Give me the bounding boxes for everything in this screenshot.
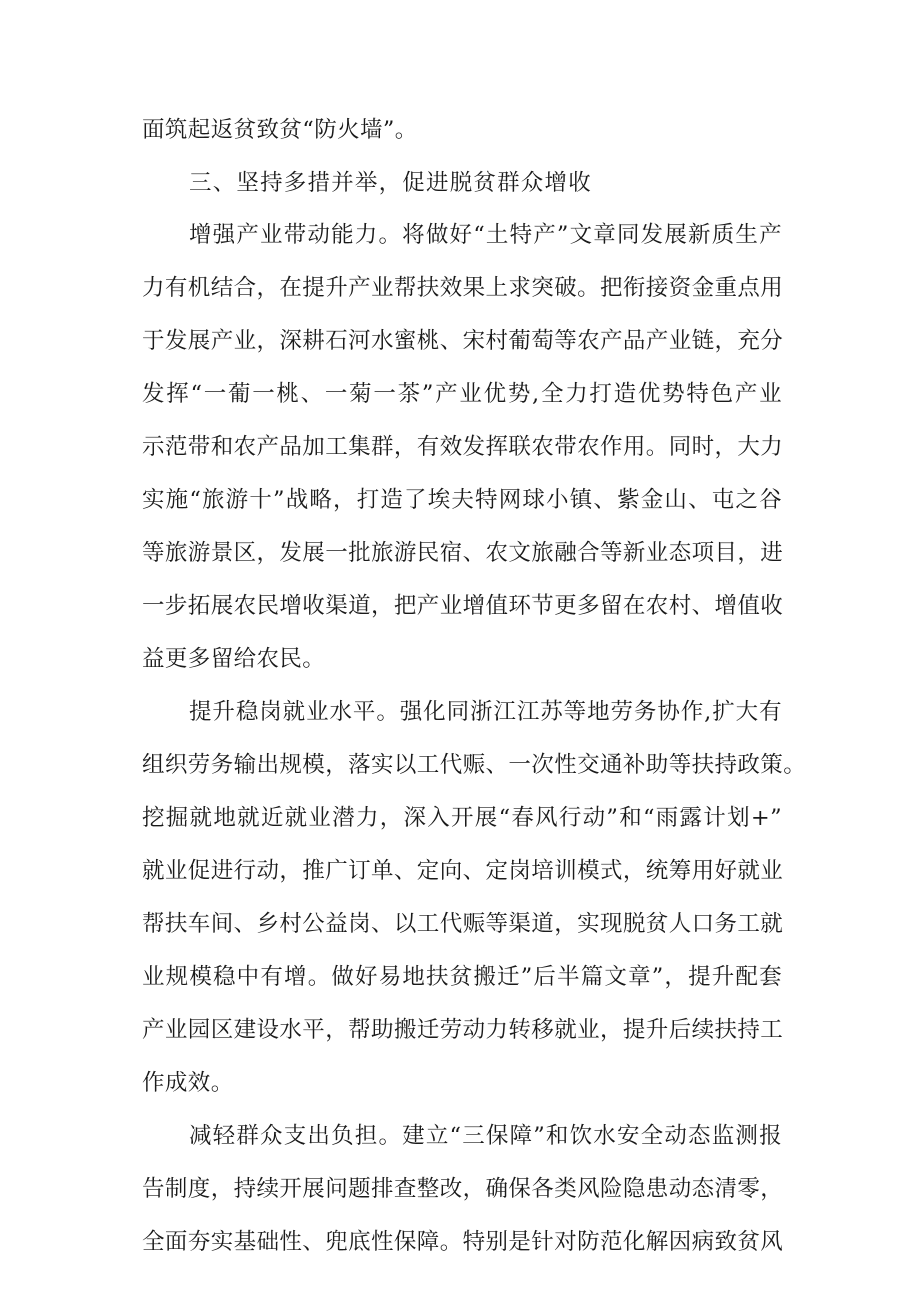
text-line: 业规模稳中有增。做好易地扶贫搬迁”后半篇文章”，提升配套 bbox=[142, 964, 782, 990]
text-line: 作成效。 bbox=[142, 1070, 234, 1096]
text-line: 产业园区建设水平，帮助搬迁劳动力转移就业，提升后续扶持工 bbox=[142, 1017, 784, 1043]
text-line: 发挥“一葡一桃、一菊一茶”产业优势,全力打造优势特色产业 bbox=[142, 381, 782, 407]
text-line: 全面夯实基础性、兜底性保障。特别是针对防范化解因病致贫风 bbox=[142, 1229, 784, 1255]
paragraph-first-line: 减轻群众支出负担。建立“三保障”和饮水安全动态监测报 bbox=[189, 1123, 782, 1149]
text-line: 一步拓展农民增收渠道，把产业增值环节更多留在农村、增值收 bbox=[142, 593, 784, 619]
text-line: 于发展产业，深耕石河水蜜桃、宋村葡萄等农产品产业链，充分 bbox=[142, 328, 784, 354]
paragraph-first-line: 提升稳岗就业水平。强化同浙江江苏等地劳务协作,扩大有 bbox=[189, 699, 782, 725]
text-line: 实施“旅游十”战略，打造了埃夫特网球小镇、紫金山、屯之谷 bbox=[142, 487, 782, 513]
text-line: 告制度，持续开展问题排查整改，确保各类风险隐患动态清零， bbox=[142, 1176, 784, 1202]
text-line: 就业促进行动，推广订单、定向、定岗培训模式，统筹用好就业 bbox=[142, 858, 784, 884]
section-heading: 三、坚持多措并举，促进脱贫群众增收 bbox=[189, 170, 592, 196]
text-line: 帮扶车间、乡村公益岗、以工代赈等渠道，实现脱贫人口务工就 bbox=[142, 911, 784, 937]
text-line: 组织劳务输出规模，落实以工代赈、一次性交通补助等扶持政策。 bbox=[142, 752, 807, 778]
text-line: 益更多留给农民。 bbox=[142, 646, 326, 672]
text-line: 示范带和农产品加工集群，有效发挥联农带农作用。同时，大力 bbox=[142, 434, 784, 460]
text-line: 挖掘就地就近就业潜力，深入开展“春风行动”和“雨露计划+” bbox=[142, 805, 782, 831]
text-line: 力有机结合，在提升产业帮扶效果上求突破。把衔接资金重点用 bbox=[142, 275, 784, 301]
text-line: 等旅游景区，发展一批旅游民宿、农文旅融合等新业态项目，进 bbox=[142, 540, 784, 566]
text-line: 面筑起返贫致贫“防火墙”。 bbox=[142, 117, 418, 143]
paragraph-first-line: 增强产业带动能力。将做好“土特产”文章同发展新质生产 bbox=[189, 222, 782, 248]
